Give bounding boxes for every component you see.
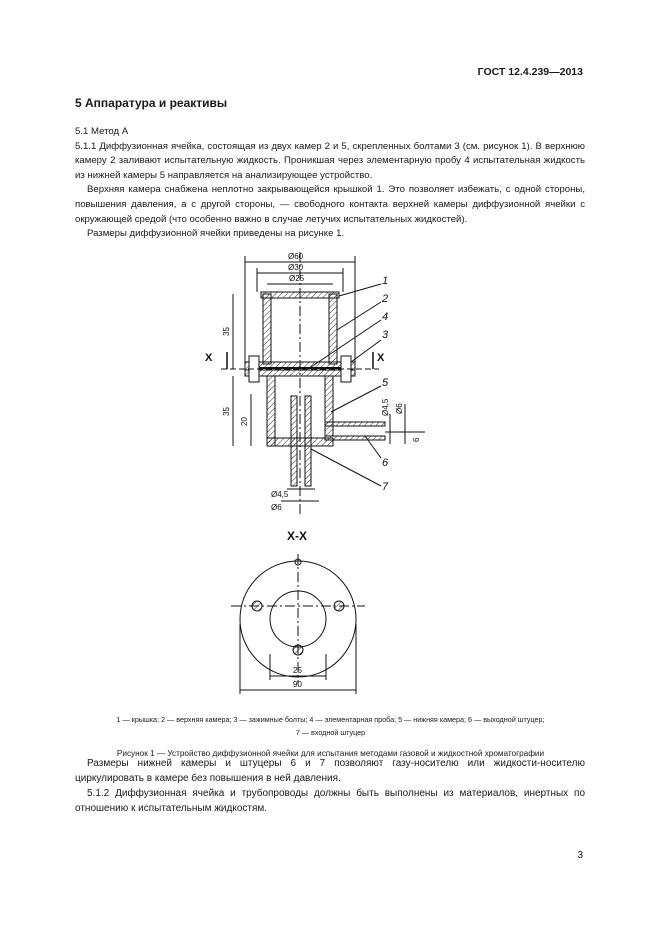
dim-h35-bottom: 35 xyxy=(222,407,231,416)
section-title-xx: X-X xyxy=(287,529,308,543)
dim-d45-side: Ø4,5 xyxy=(381,398,390,416)
figure-drawing xyxy=(195,244,435,704)
section-mark-left: X xyxy=(205,352,213,364)
page-number: 3 xyxy=(577,850,583,861)
body-text-bottom xyxy=(75,756,585,816)
dim-d30: Ø30 xyxy=(288,263,304,272)
dim-h20: 20 xyxy=(240,417,249,426)
body-text-top xyxy=(75,125,585,242)
paragraph: 5.1 Метод А xyxy=(75,126,129,137)
paragraph: Размеры нижней камеры и штуцеры 6 и 7 позволяют газу-носителю или жидкости-носителю циркулировать в камере без повышения в ней давления. xyxy=(75,758,585,784)
dim-d60: Ø60 xyxy=(288,252,304,261)
plan-dim-inner: 25 xyxy=(293,666,302,675)
plan-dim-outer: 90 xyxy=(293,680,302,689)
paragraph: Размеры диффузионной ячейки приведены на рисунке 1. xyxy=(87,228,345,240)
section-mark-right: X xyxy=(377,352,385,364)
callout-6: 6 xyxy=(382,457,389,469)
paragraph: 5.1.2 Диффузионная ячейка и трубопроводы должны быть выполнены из материалов, инертных по отношению к испытательным жидкостям. xyxy=(75,788,585,814)
paragraph: 5.1.1 Диффузионная ячейка, состоящая из двух камер 2 и 5, скрепленных болтами 3 (см. рисунок 1). В верхнюю камеру 2 заливают испытательную жидкость. Проникшая через элементарную пробу 4 испытательная жидкость из нижней камеры 5 направляется на анализирующее устройство. xyxy=(75,140,585,181)
dim-d6-bottom: Ø6 xyxy=(271,503,282,512)
section-title: 5 Аппаратура и реактивы xyxy=(75,96,228,110)
figure-legend xyxy=(45,713,616,739)
dim-d6-side: Ø6 xyxy=(395,403,404,414)
dim-6-small: 6 xyxy=(412,437,421,442)
callout-7: 7 xyxy=(382,481,389,493)
callout-2: 2 xyxy=(382,293,389,305)
standard-number: ГОСТ 12.4.239—2013 xyxy=(477,66,583,78)
callout-3: 3 xyxy=(382,329,389,341)
dim-d45-bottom: Ø4,5 xyxy=(271,490,289,499)
callout-5: 5 xyxy=(382,377,389,389)
figure-caption: Рисунок 1 — Устройство диффузионной ячейки для испытания методами газовой и жидкостной хроматографии xyxy=(116,749,545,758)
callout-1: 1 xyxy=(382,275,389,287)
dim-h35-top: 35 xyxy=(222,327,231,336)
legend-line: 7 — входной штуцер xyxy=(295,728,366,737)
callout-4: 4 xyxy=(382,311,389,323)
paragraph: Верхняя камера снабжена неплотно закрывающейся крышкой 1. Это позволяет избежать, с одной стороны, повышения давления, а с другой стороны, — свободного контакта верхней камеры диффузионной ячейки с окружающей средой (что особенно важно в случае летучих испытательных жидкостей). xyxy=(75,184,585,225)
dim-d25: Ø25 xyxy=(289,274,305,283)
legend-line: 1 — крышка; 2 — верхняя камера; 3 — зажимные болты; 4 — элементарная проба; 5 — нижняя камера; 6 — выходной штуцер; xyxy=(116,715,545,724)
